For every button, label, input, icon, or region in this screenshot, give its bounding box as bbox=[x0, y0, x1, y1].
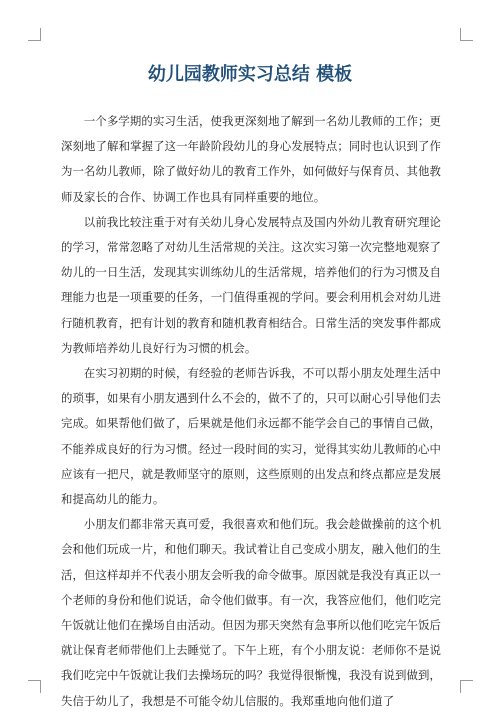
document-title: 幼儿园教师实习总结 模板 bbox=[147, 64, 353, 85]
crop-mark-bottom-left bbox=[28, 680, 41, 693]
paragraph-4: 小朋友们都非常天真可爱，我很喜欢和他们玩。我会趁做操前的这个机会和他们玩成一片，和他们聊天。我试着让自己变成小朋友，融入他们的生活，但这样却并不代表小朋友会听我的命令做事。原因就是我没有真正以一个老师的身份和他们说话，命令他们做事。有一次，我答应他们，他们吃完午饭就让他们在操场自由活动。但因为那天突然有急事所以他们吃完午饭后就让保育老师带他们上去睡觉了。下午上班，有个小朋友说：老师你不是说我们吃完中午饭就让我们去操场玩的吗？我觉得很惭愧，我没有说到做到，失信于幼儿了，我想是不可能令幼儿信服的。我郑重地向他们道了 bbox=[61, 517, 441, 708]
document-body bbox=[61, 109, 441, 714]
crop-mark-top-left bbox=[28, 28, 41, 41]
crop-mark-top-right bbox=[460, 28, 473, 41]
paragraph-1: 一个多学期的实习生活，使我更深刻地了解到一名幼儿教师的工作；更深刻地了解和掌握了这一年龄阶段幼儿的身心发展特点；同时也认识到了作为一名幼儿教师，除了做好幼儿的教育工作外，如何做好与保育员、其他教师及家长的合作、协调工作也具有同样重要的地位。 bbox=[61, 114, 441, 204]
paragraph-3: 在实习初期的时候，有经验的老师告诉我，不可以帮小朋友处理生活中的琐事，如果有小朋友遇到什么不会的，做不了的，只可以耐心引导他们去完成。如果帮他们做了，后果就是他们永远都不能学会自己的事情自己做，不能养成良好的行为习惯。经过一段时间的实习，觉得其实幼儿教师的心中应该有一把尺，就是教师坚守的原则，这些原则的出发点和终点都应是发展和提高幼儿的能力。 bbox=[61, 366, 441, 507]
paragraph-2: 以前我比较注重于对有关幼儿身心发展特点及国内外幼儿教育研究理论的学习，常常忽略了对幼儿生活常规的关注。这次实习第一次完整地观察了幼儿的一日生活，发现其实训练幼儿的生活常规，培养他们的行为习惯及自理能力也是一项重要的任务，一门值得重视的学问。要会利用机会对幼儿进行随机教育，把有计划的教育和随机教育相结合。日常生活的突发事件都成为教师培养幼儿良好行为习惯的机会。 bbox=[61, 214, 441, 355]
crop-mark-bottom-right bbox=[460, 680, 473, 693]
